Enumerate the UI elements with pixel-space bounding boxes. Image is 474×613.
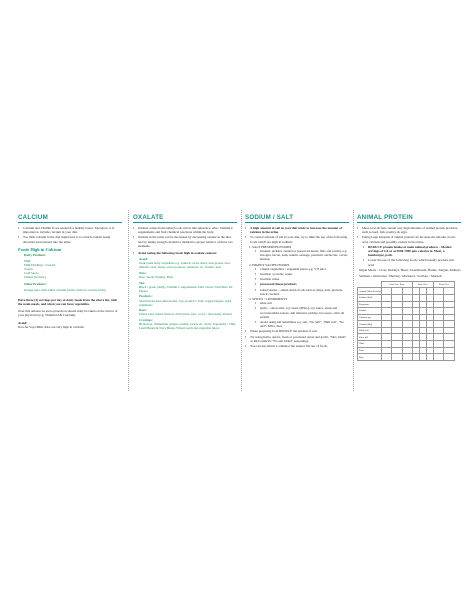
numbered-heading: 3. SPICES / CONDIMENTS (249, 297, 288, 302)
sodium-bullets (245, 226, 349, 244)
table-cell[interactable] (402, 321, 412, 328)
row-label: Animal (Meat Protein) (359, 289, 381, 293)
row-label: Urine pH (358, 334, 382, 341)
table-row (358, 354, 455, 361)
dairy-heading: Dairy Products (24, 253, 46, 258)
table-row (358, 321, 455, 328)
table-cell[interactable] (419, 288, 426, 295)
table-row (358, 308, 455, 315)
group-heading: Products: (139, 294, 153, 299)
numbered-list (249, 267, 349, 296)
servings-note: Over this amount no extra protection should risky be taken on the advice of your physician (e.g. Vitamin D & Calcium). (18, 309, 118, 318)
table-cell[interactable] (412, 354, 419, 361)
table-cell[interactable] (419, 347, 426, 354)
table-cell[interactable] (402, 308, 412, 315)
table-cell[interactable] (382, 341, 392, 348)
list-item: Yogurt (24, 267, 33, 272)
numbered-list (249, 301, 349, 328)
table-cell[interactable] (419, 354, 426, 361)
list-item: ▪ Avoid using salt substitutes e.g. salt, "No Salt", "Half salt", "No add", MSG, lites (255, 320, 349, 328)
row-label: Other (358, 341, 382, 348)
table-cell[interactable] (419, 308, 426, 315)
table-cell[interactable] (382, 294, 392, 301)
list-item: ▪ Lower the use of the following foods, which usually produce uric acid: (363, 258, 461, 266)
table-cell[interactable] (426, 314, 433, 321)
table-cell[interactable] (419, 321, 426, 328)
table-header: Error Free (433, 281, 454, 288)
table-cell[interactable] (444, 308, 455, 315)
table-cell[interactable] (433, 308, 444, 315)
group-text: Raw, Seeds, Peanuts, Bran (139, 275, 173, 280)
servings-text: Have three (3) servings per day of dairy foods from the above list, with the main meals, and when you can have vegetables. (18, 297, 118, 306)
table-cell[interactable] (412, 301, 419, 308)
oxalate-title: OXALATE (133, 214, 237, 223)
table-cell[interactable] (426, 354, 433, 361)
protein-panel (357, 214, 461, 388)
table-row (358, 314, 455, 321)
table-cell[interactable] (392, 314, 402, 321)
group-heading: Nuts: (139, 270, 147, 275)
table-cell[interactable] (444, 321, 455, 328)
sodium-title: SODIUM / SALT (245, 214, 349, 223)
table-cell[interactable] (444, 341, 455, 348)
table-cell[interactable] (382, 347, 392, 354)
table-cell[interactable] (392, 354, 402, 361)
table-cell[interactable] (392, 294, 402, 301)
other-products-text: Orange juice with added calcium (better with low oxalate fruits) (24, 287, 106, 292)
table-cell[interactable] (433, 288, 444, 295)
list-item: ▪ To control amount of salt in your diet, try to limit the use of the following foods which are high in sodium: (245, 235, 349, 243)
table-cell[interactable] (412, 347, 419, 354)
oxalate-avoid-text: ▪ Avoid eating the following foods high in oxalate content: (133, 251, 237, 255)
oxalate-avoid-list (133, 251, 237, 255)
row-label: Vitamin (Mg) (358, 321, 382, 328)
table-cell[interactable] (402, 288, 412, 295)
row-label: Potassium (358, 301, 382, 308)
table-cell[interactable] (402, 314, 412, 321)
table-cell[interactable] (382, 301, 392, 308)
calcium-avoid-text: Non-fat Soya Milk, Rice are very high in calcium. (18, 324, 85, 329)
row-label: Sodium (Salt) (358, 294, 382, 301)
oxalate-groups (133, 257, 237, 330)
seafood-text: Sardines / Anchovies / Herring / Mackerel / Scallops / Mussels (359, 273, 442, 278)
group-text: Wheat bran, baked desserts, Fruit juices (raw, cocoa / chocolate), Parsley (139, 312, 233, 317)
table-cell[interactable] (433, 347, 444, 354)
group-heading: Tea: (139, 280, 146, 285)
table-cell[interactable] (412, 341, 419, 348)
oxalate-bullets (133, 226, 237, 248)
table-cell[interactable] (426, 334, 433, 341)
table-cell[interactable] (402, 354, 412, 361)
group-text: Herbal tea, chamomile, ginger, rosehip, peach, etc. Spicy Vegetables / Chili, Lentil Beans & Navy Beans, Wheat Germ and vegetable juices (139, 321, 236, 330)
list-item: ▪ You can use lemon to enhance the natural flavour of foods. (245, 344, 349, 348)
protein-title: ANIMAL PROTEIN (357, 214, 461, 223)
list-item: ▪ canned vegetables / vegetable juices e.g. V-8 juice (255, 267, 349, 271)
table-cell[interactable] (382, 354, 392, 361)
list-item: ▪ Oxalate in the urine can be decreased by decreasing oxalate in the diet, and by taking enough calcium to maintain a proper balance of these two elements. (133, 235, 237, 248)
table-cell[interactable] (382, 308, 392, 315)
table-cell[interactable] (433, 354, 444, 361)
table-cell[interactable] (426, 301, 433, 308)
table-cell[interactable] (412, 288, 419, 295)
table-cell[interactable] (433, 294, 444, 301)
row-label: Date (358, 354, 382, 361)
table-cell[interactable] (426, 327, 433, 334)
list-item: ▪ REDUCE protein intake at main animal products – Modest servings of 4-6 oz at 5000-7000 gms calories ie. Meat, a hamburger, pork. (363, 245, 461, 258)
list-item: ▪ Too little calcium in the diet might lead to too much oxalate being absorbed and released into the urine. (18, 235, 122, 243)
table-cell[interactable] (444, 314, 455, 321)
table-cell[interactable] (402, 294, 412, 301)
table-cell[interactable] (392, 327, 402, 334)
table-cell[interactable] (419, 294, 426, 301)
table-cell[interactable] (412, 321, 419, 328)
table-cell[interactable] (419, 327, 426, 334)
table-cell[interactable] (419, 334, 426, 341)
table-row (358, 301, 455, 308)
table-cell[interactable] (419, 341, 426, 348)
table-cell[interactable] (444, 294, 455, 301)
sodium-panel (245, 214, 349, 388)
table-cell[interactable] (426, 294, 433, 301)
list-item: ▪ smoked, pickled, canned or preserved meats, fish, and poultry e.g. bologna, bacon, ham, salami, sausage, pastrami, anchovies, caviar, herring (255, 249, 349, 262)
group-heading: Avoid: (139, 257, 149, 262)
table-corner (358, 281, 382, 288)
brochure-sheet (14, 210, 463, 391)
table-cell[interactable] (382, 334, 392, 341)
calcium-panel (18, 214, 122, 388)
list-item: ▪ Eating large amounts of animal protein can increase the amount of uric acid, calcium and possibly oxalate in the urine. (357, 235, 461, 243)
list-item: ▪ Try using herbs, spices, fresh or powdered onion and garlic, "Mrs. Dash" or McCormick's "No salt added" seasonings. (245, 335, 349, 343)
table-cell[interactable] (392, 321, 402, 328)
protein-sublist (357, 245, 461, 267)
list-item: ▪ processed cheese products (255, 282, 349, 286)
table-cell[interactable] (433, 314, 444, 321)
table-row (358, 341, 455, 348)
table-cell[interactable] (412, 314, 419, 321)
table-cell[interactable] (444, 354, 455, 361)
table-cell[interactable] (402, 301, 412, 308)
table-cell[interactable] (382, 288, 392, 295)
table-header: Error Free (412, 281, 433, 288)
table-cell[interactable] (382, 321, 392, 328)
list-item: ▪ When preparing food REDUCE the amount of salt. (245, 329, 349, 333)
table-cell[interactable] (426, 288, 433, 295)
list-item: ▪ bouillon cubes (255, 277, 349, 281)
list-item: ▪ garlic / onion salts, soy sauce (MSG), soy sauce, steak and worcestershire sauces, deli mustard, pickles, hot sauce, olive oil pickles (255, 306, 349, 319)
table-cell[interactable] (433, 334, 444, 341)
table-row (358, 281, 455, 288)
table-cell[interactable] (392, 301, 402, 308)
dairy-list (18, 259, 122, 279)
table-row (358, 294, 455, 301)
sodium-tail (245, 329, 349, 348)
table-cell[interactable] (402, 347, 412, 354)
group-heading: Rare: (139, 308, 147, 313)
list-item: Cold Sauce (24, 271, 39, 276)
sodium-numbered (245, 245, 349, 329)
table-cell[interactable] (433, 341, 444, 348)
group-text: Strawberries and other berries, Soy products: Tofu, veggie burgers, meat substitutes (139, 298, 232, 307)
table-cell[interactable] (392, 334, 402, 341)
table-cell[interactable] (412, 308, 419, 315)
numbered-heading: 1. SALT PRESERVED FOODS (249, 244, 292, 249)
table-cell[interactable] (444, 301, 455, 308)
calcium-avoid-heading: Avoid: (18, 320, 28, 325)
fold-line (128, 210, 129, 391)
organ-meats-text: Organ Meats – Liver, Kidneys, Heart, Sweetbreads, Brains, Tongue, Kidneys (359, 267, 461, 272)
group-text: Dark green leafy vegetables e.g. spinach, swiss chard, beet greens, beet, rhubarb, okra, beans, sweet potatoes, tomatoes, etc. Peanut, nuts (139, 261, 231, 270)
table-cell[interactable] (433, 327, 444, 334)
list-item: Cheese (in mod.) (24, 275, 46, 280)
tracking-body (358, 288, 455, 361)
table-cell[interactable] (392, 347, 402, 354)
table-cell[interactable] (402, 334, 412, 341)
table-cell[interactable] (402, 341, 412, 348)
table-cell[interactable] (426, 308, 433, 315)
list-item: Milk (24, 259, 31, 264)
table-cell[interactable] (412, 327, 419, 334)
table-cell[interactable] (392, 341, 402, 348)
table-row (358, 347, 455, 354)
table-cell[interactable] (392, 288, 402, 295)
list-item: ▪ salted snacks – salted snack foods such as chips, nuts, pretzels, snack crackers (255, 288, 349, 296)
tracking-table (357, 281, 455, 361)
table-cell[interactable] (419, 301, 426, 308)
list-item: ▪ A high amount of salt in your diet tends to increase the amount of calcium in the urine. (245, 226, 349, 234)
table-row (358, 334, 455, 341)
table-cell[interactable] (419, 314, 426, 321)
numbered-heading: 2. HIGHLY SALTED FOODS (249, 262, 290, 267)
protein-bullets (357, 226, 461, 244)
list-item: ▪ bouillon / powder, soups (255, 272, 349, 276)
group-text: Black / green (daily), Vitamin C supplements, Diet Cereal, Fruit Bars, Dr. Pepper (139, 284, 233, 293)
table-row (358, 288, 455, 295)
table-cell[interactable] (433, 321, 444, 328)
table-cell[interactable] (426, 341, 433, 348)
row-label: Calcium mg (358, 314, 382, 321)
table-cell[interactable] (433, 301, 444, 308)
table-header: Error Free Row (382, 281, 413, 288)
calcium-title: CALCIUM (18, 214, 122, 223)
numbered-list (249, 249, 349, 262)
list-item: ▪ table salt (255, 301, 349, 305)
table-cell[interactable] (382, 314, 392, 321)
table-cell[interactable] (402, 327, 412, 334)
table-cell[interactable] (426, 321, 433, 328)
table-cell[interactable] (444, 334, 455, 341)
list-item: Milk Puddings / Custard (24, 263, 56, 268)
other-products-heading: Other Products: (24, 282, 47, 287)
table-cell[interactable] (426, 347, 433, 354)
fold-line (241, 210, 242, 391)
row-label: Oxalate (358, 308, 382, 315)
group-heading: Cravings: (139, 317, 153, 322)
table-cell[interactable] (382, 327, 392, 334)
fold-line (353, 210, 354, 391)
table-cell[interactable] (412, 294, 419, 301)
list-item: ▪ Calcium and Vitamin D are needed for healthy bones. Therefore, it is important to include calcium in your diet. (18, 226, 122, 234)
calcium-bullets (18, 226, 122, 244)
list-item: ▪ Oxalate comes from eating foods rich in this substance. Also, Vitamin C supplements and fruit chemical reactions within the body. (133, 226, 237, 234)
table-cell[interactable] (444, 288, 455, 295)
oxalate-panel (133, 214, 237, 388)
calcium-foods-heading: Foods High in Calcium (18, 246, 62, 252)
table-cell[interactable] (444, 327, 455, 334)
table-cell[interactable] (444, 347, 455, 354)
row-label: Fluid (ml) (358, 327, 382, 334)
table-cell[interactable] (412, 334, 419, 341)
list-item: ▪ Meat, fowl & fish contain very high amounts of animal protein products, such as beef, fish, poultry, & eggs. (357, 226, 461, 234)
table-cell[interactable] (392, 308, 402, 315)
row-label: Total (358, 347, 382, 354)
table-row (358, 327, 455, 334)
